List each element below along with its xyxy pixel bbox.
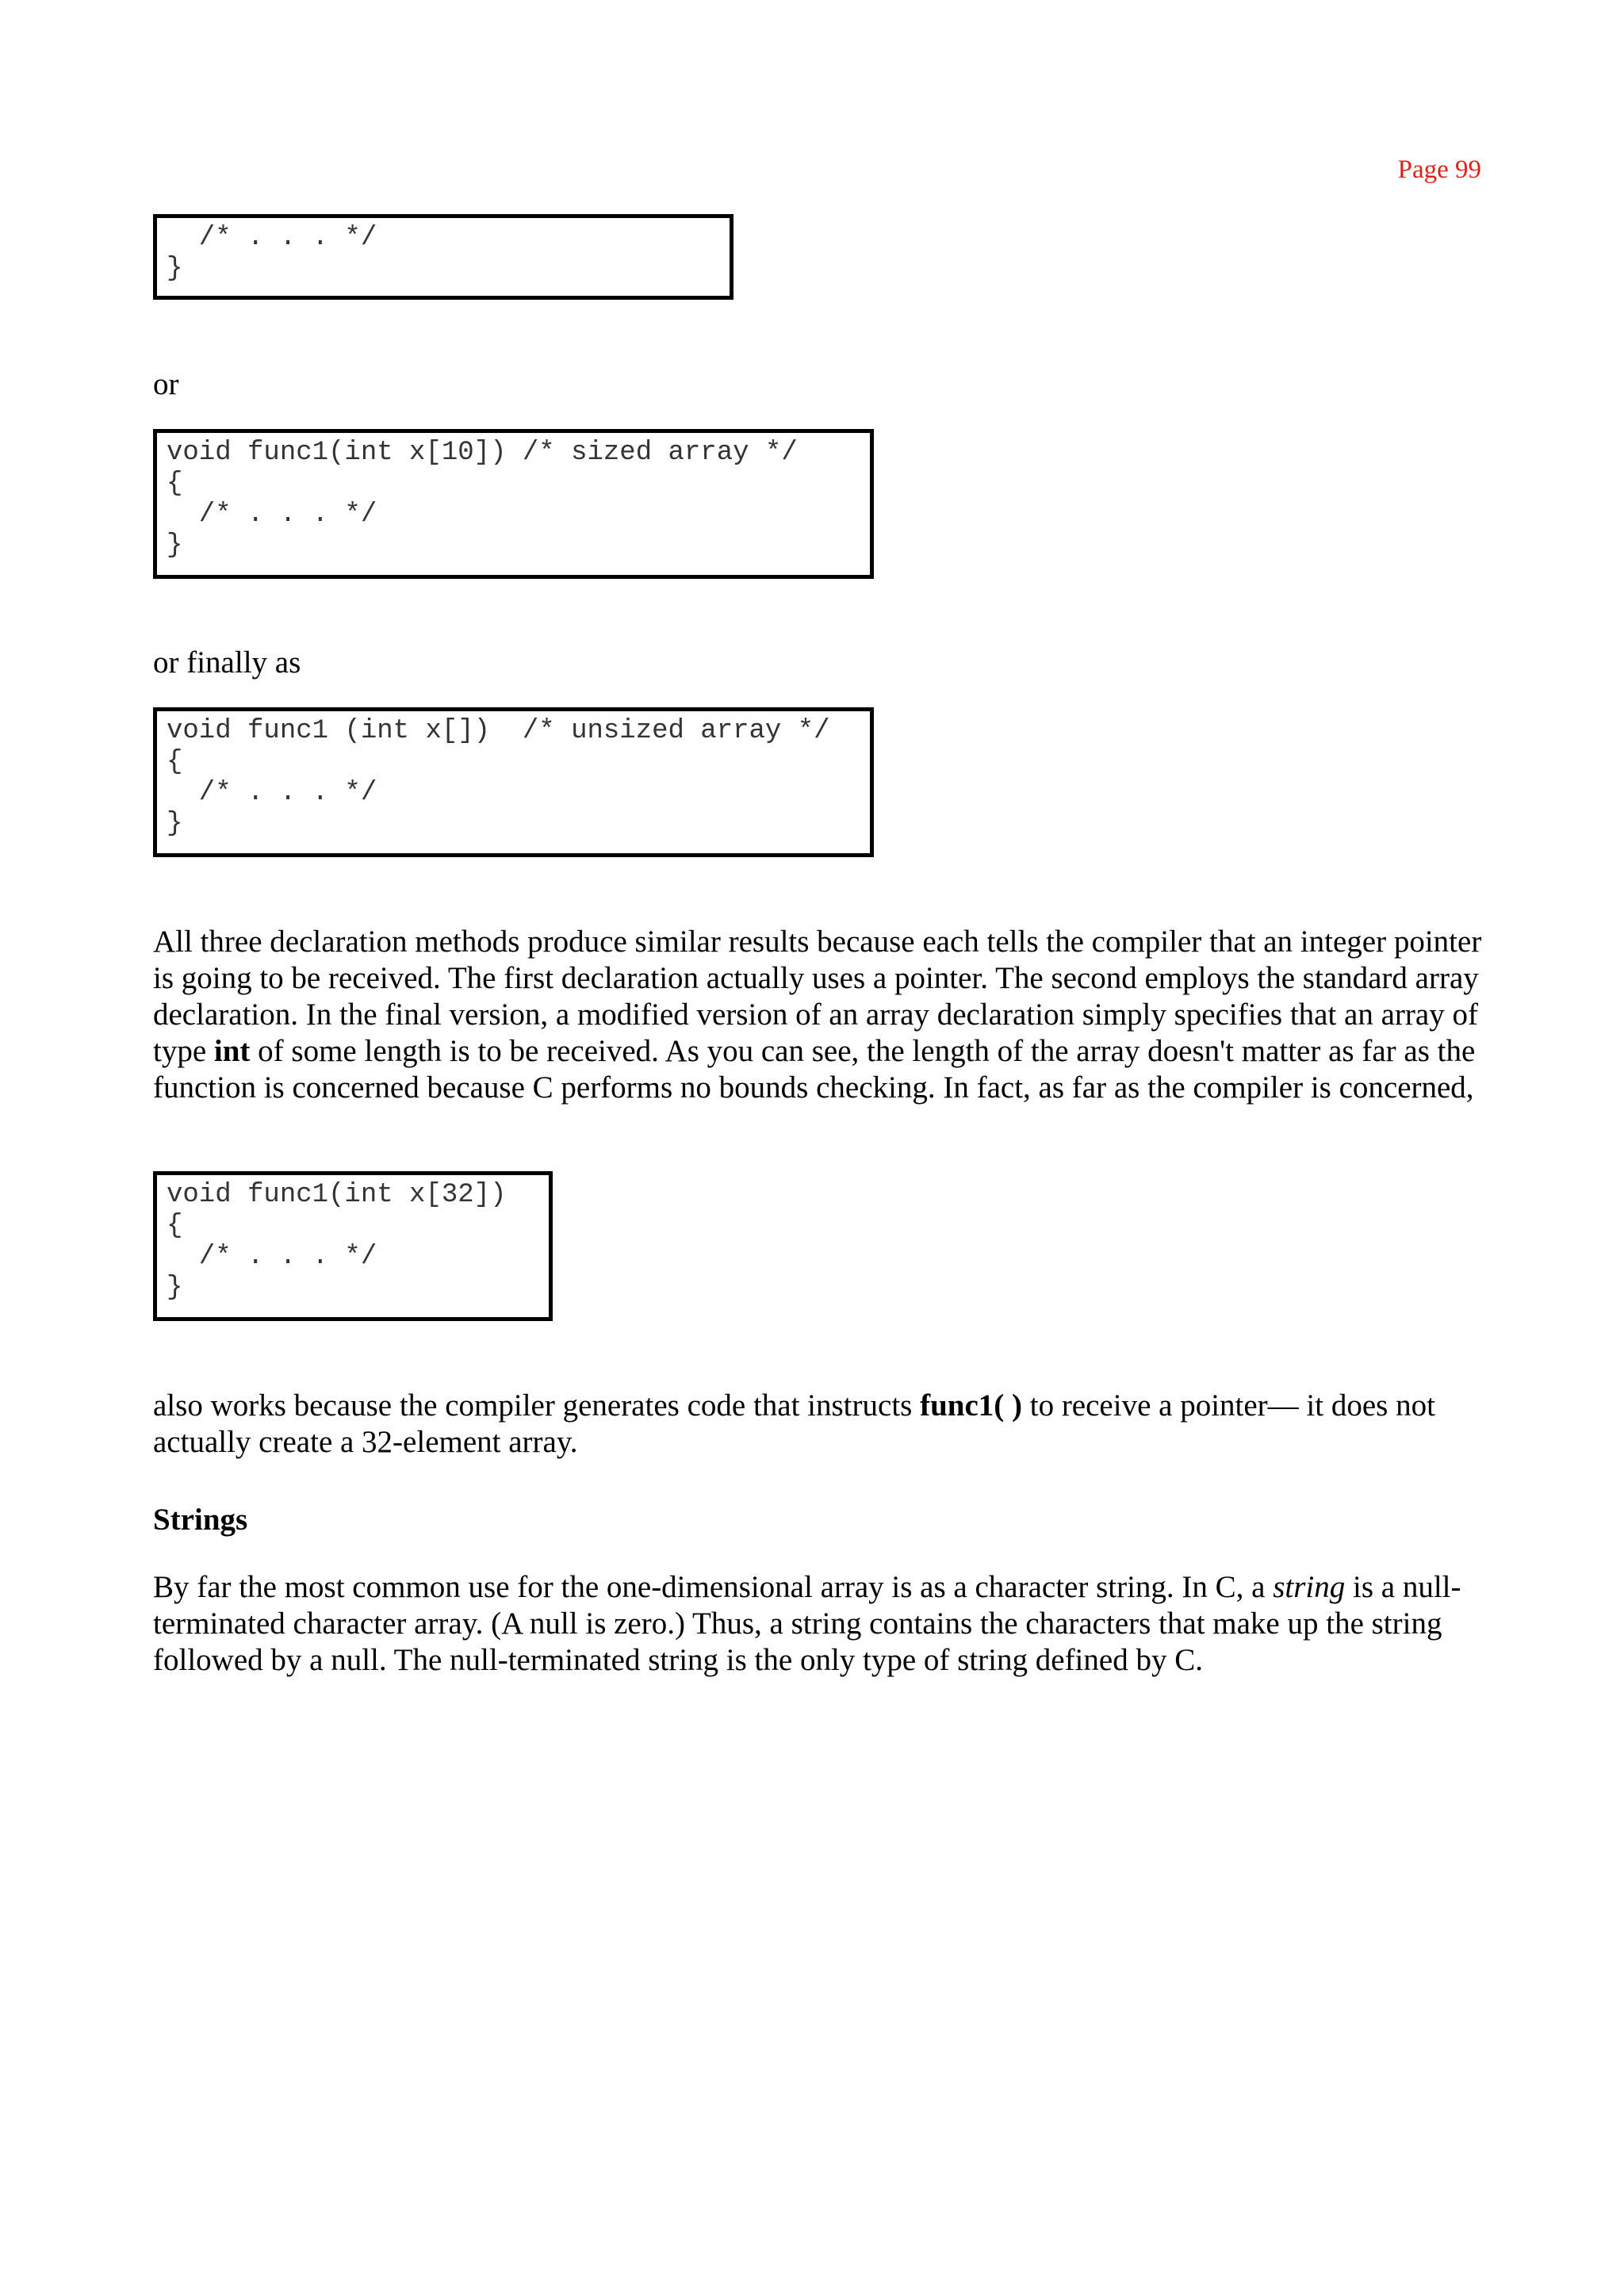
code-line: } [167, 530, 183, 561]
code-line: void func1(int x[32]) [167, 1180, 507, 1210]
code-line: } [167, 254, 183, 284]
code-line: { [167, 469, 183, 499]
code-block-1 [153, 214, 733, 300]
paragraph-or: or [153, 367, 179, 401]
code-line: /* . . . */ [167, 223, 377, 253]
paragraph-text: of some length is to be received. As you can see, the length of the array doesn't matter as far as the function is concerned because C performs no bounds checking. In fact, as far as the compiler is concerned, [153, 1034, 1476, 1105]
code-line: } [167, 809, 183, 839]
keyword-int: int [213, 1034, 251, 1068]
code-line: /* . . . */ [167, 500, 377, 530]
code-line: } [167, 1273, 183, 1303]
code-block-4 [153, 1171, 553, 1321]
paragraph-strings [153, 1569, 1485, 1679]
paragraph-declaration-methods [153, 924, 1485, 1106]
code-line: void func1(int x[10]) /* sized array */ [167, 438, 798, 468]
code-line: /* . . . */ [167, 778, 377, 808]
paragraph-or-finally: or finally as [153, 645, 301, 680]
paragraph-also-works [153, 1388, 1485, 1461]
term-string: string [1273, 1570, 1346, 1604]
code-block-3 [153, 707, 874, 857]
code-line: void func1 (int x[]) /* unsized array */ [167, 716, 830, 746]
paragraph-text: to receive a pointer— it does not actually create a 32-element array. [153, 1388, 1435, 1459]
paragraph-text: All three declaration methods produce similar results because each tells the compiler that an integer pointer is going to be received. The first declaration actually uses a pointer. The second employs the standard array declaration. In the final version, a modified version of an array declaration simply specifies that an array of type [153, 925, 1482, 1068]
page-number: Page 99 [1397, 155, 1481, 184]
code-line: { [167, 1211, 183, 1241]
section-heading-strings: Strings [153, 1503, 248, 1537]
paragraph-text: is a null-terminated character array. (A null is zero.) Thus, a string contains the characters that make up the string followed by a null. The null-terminated string is the only type of string defined by C. [153, 1570, 1461, 1677]
code-line: /* . . . */ [167, 1242, 377, 1272]
code-block-2 [153, 429, 874, 579]
paragraph-text: By far the most common use for the one-dimensional array is as a character string. In C, a [153, 1570, 1274, 1604]
paragraph-text: also works because the compiler generates code that instructs [153, 1388, 921, 1423]
code-line: { [167, 747, 183, 777]
function-name-func1: func1( ) [920, 1388, 1022, 1423]
